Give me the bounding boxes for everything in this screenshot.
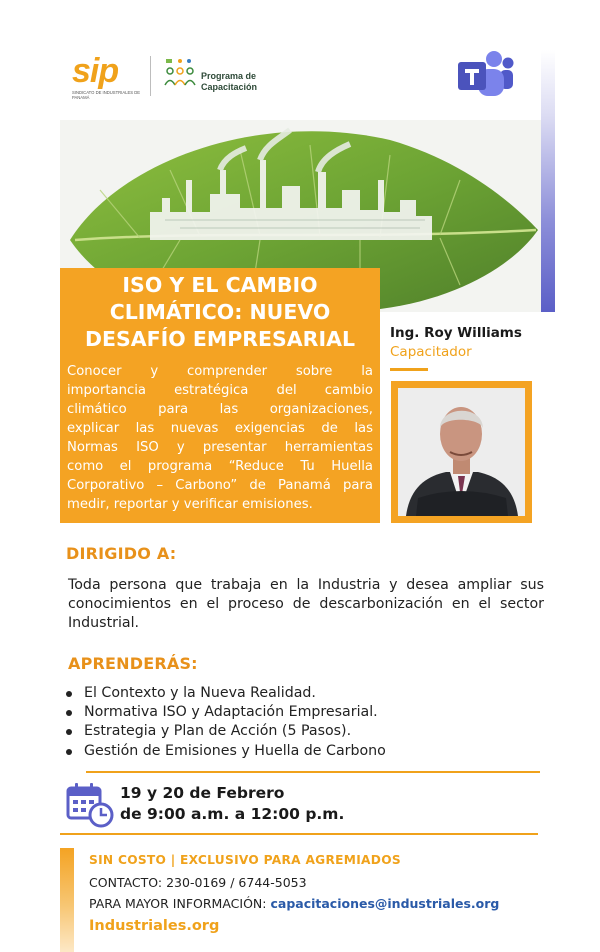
description-line: Corporativo – Carbono” de Panamá para xyxy=(67,478,373,493)
side-accent-bar xyxy=(541,50,555,312)
audience-line: Industrial. xyxy=(68,615,140,631)
list-item: El Contexto y la Nueva Realidad. xyxy=(66,684,386,703)
course-title xyxy=(70,272,370,353)
microsoft-teams-icon xyxy=(456,48,514,102)
description-line: importancia estratégica del cambio xyxy=(67,383,373,398)
training-program-icon xyxy=(164,58,198,90)
instructor-photo xyxy=(398,388,525,516)
sip-logo-word: sip xyxy=(72,52,119,90)
more-info-label: PARA MAYOR INFORMACIÓN: xyxy=(89,896,271,911)
description-line: Conocer y comprender sobre la xyxy=(67,364,373,379)
more-info xyxy=(89,896,499,911)
cost-note: SIN COSTO | EXCLUSIVO PARA AGREMIADOS xyxy=(89,853,401,867)
contact-phones: CONTACTO: 230-0169 / 6744-5053 xyxy=(89,875,307,890)
instructor-name: Ing. Roy Williams xyxy=(390,325,522,341)
sip-logo-subtitle: SINDICATO DE INDUSTRIALES DE PANAMÁ xyxy=(72,90,141,100)
description-line: medir, reportar y verificar emisiones. xyxy=(67,497,313,512)
website-link[interactable]: Industriales.org xyxy=(89,918,220,934)
schedule-bottom-rule xyxy=(60,833,538,835)
schedule-time: de 9:00 a.m. a 12:00 p.m. xyxy=(120,805,345,823)
list-item: Normativa ISO y Adaptación Empresarial. xyxy=(66,703,386,722)
audience-line: Toda persona que trabaja en la Industria y desea ampliar sus xyxy=(68,577,544,593)
audience-title: DIRIGIDO A: xyxy=(66,544,177,563)
instructor-photo-frame xyxy=(391,381,532,523)
list-item: Estrategia y Plan de Acción (5 Pasos). xyxy=(66,722,386,741)
instructor-portrait xyxy=(398,388,525,516)
list-item: Gestión de Emisiones y Huella de Carbono xyxy=(66,742,386,761)
course-description xyxy=(67,362,373,514)
instructor-divider xyxy=(390,368,428,371)
program-name xyxy=(201,71,257,93)
calendar-clock-icon xyxy=(66,782,114,828)
course-title-line1: ISO Y EL CAMBIO xyxy=(122,273,318,297)
program-name-line1: Programa de xyxy=(201,71,257,81)
description-line: como el programa “Reduce Tu Huella xyxy=(67,459,373,474)
program-name-line2: Capacitación xyxy=(201,82,258,92)
audience-line: conocimientos en el proceso de descarbonización en el sector xyxy=(68,596,544,612)
instructor-role: Capacitador xyxy=(390,344,472,360)
learn-list xyxy=(66,684,386,761)
learn-title: APRENDERÁS: xyxy=(68,654,198,673)
course-title-line2: CLIMÁTICO: NUEVO xyxy=(109,300,331,324)
description-line: explicar las nuevas exigencias de las xyxy=(67,421,373,436)
email-link[interactable]: capacitaciones@industriales.org xyxy=(270,896,500,911)
footer-accent-bar xyxy=(60,848,74,952)
sip-logo xyxy=(72,54,144,100)
description-line: climático para las organizaciones, xyxy=(67,402,373,417)
header-divider xyxy=(150,56,151,96)
schedule-top-rule xyxy=(86,771,540,773)
audience-text xyxy=(68,576,544,633)
description-line: Normas ISO y presentar herramientas xyxy=(67,440,373,455)
schedule-dates: 19 y 20 de Febrero xyxy=(120,784,285,802)
course-title-line3: DESAFÍO EMPRESARIAL xyxy=(84,327,356,351)
